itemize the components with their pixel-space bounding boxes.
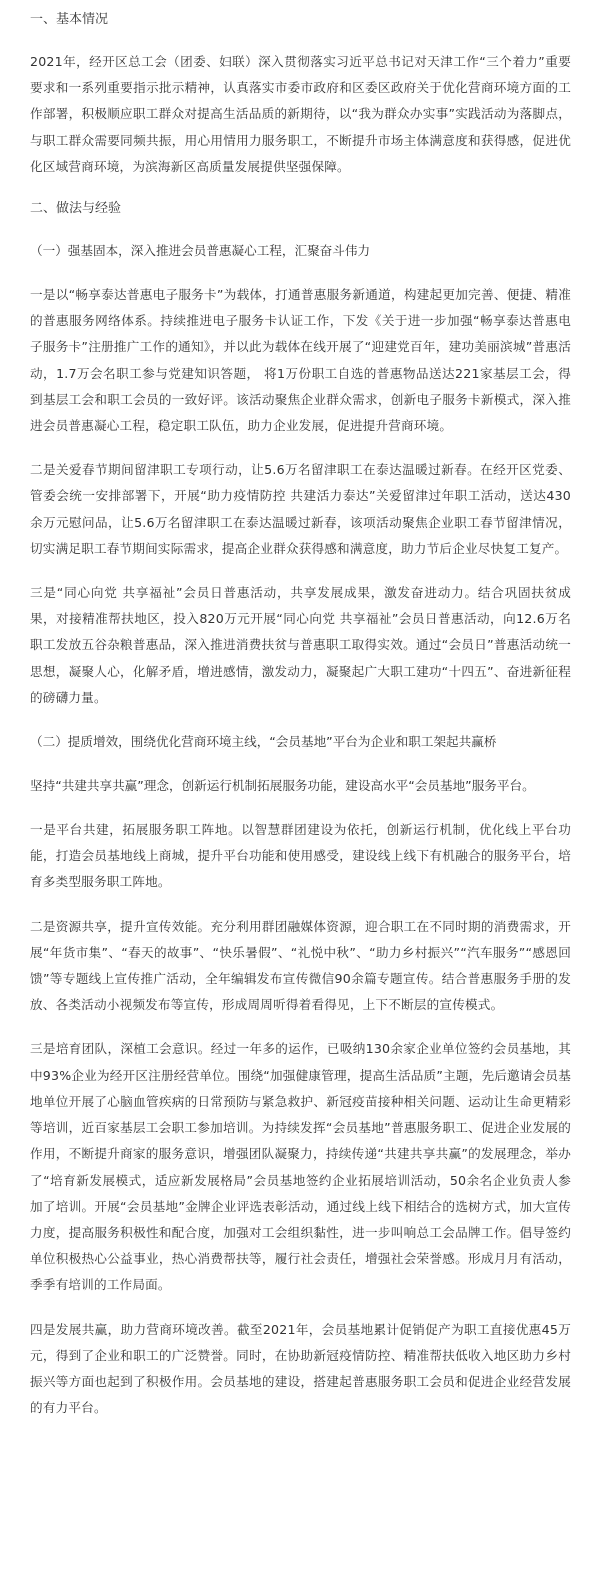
section-heading-practice-experience: 二、做法与经验 bbox=[30, 201, 122, 217]
subsection-heading-1: （一）强基固本，深入推进会员普惠凝心工程，汇聚奋斗伟力 bbox=[30, 243, 371, 259]
paragraph-member-day: 三是“同心向党 共享福祉”会员日普惠活动，共享发展成果，激发奋进动力。结合巩固扶贫成果，对接精准帮扶地区，投入820万元开展“同心向党 共享福祉”会员日普惠活动，向12.6万名职工发放五谷杂粮普惠品，深入推进消费扶贫与普惠职工取得实效。通过“会员日”普惠活动统一思想，凝聚人心，化解矛盾，增进感情，激发动力，凝聚起广大职工建功“十四五”、奋进新征程的磅礴力量。 bbox=[30, 585, 571, 705]
paragraph-e-card: 一是以“畅享泰达普惠电子服务卡”为载体，打通普惠服务新通道，构建起更加完善、便捷、精准的普惠服务网络体系。持续推进电子服务卡认证工作，下发《关于进一步加强“畅享泰达普惠电子服务卡”注册推广工作的通知》，并以此为载体在线开展了“迎建党百年，建功美丽滨城”普惠活动，1.7万会名职工参与党建知识答题， 将1万份职工自选的普惠物品送达221家基层工会，得到基层工会和职工会员的一致好评。该活动聚焦企业群众需求，创新电子服务卡新模式，深入推进会员普惠凝心工程，稳定职工队伍，助力企业发展，促进提升营商环境。 bbox=[30, 287, 571, 434]
paragraph-win-win-intro: 坚持“共建共享共赢”理念，创新运行机制拓展服务功能，建设高水平“会员基地”服务平台。 bbox=[30, 778, 535, 794]
paragraph-resources: 二是资源共享，提升宣传效能。充分利用群团融媒体资源，迎合职工在不同时期的消费需求，开展“年货市集”、“春天的故事”、“快乐暑假”、“礼悦中秋”、“助力乡村振兴”“汽车服务”“感恩回馈”等专题线上宣传推广活动，全年编辑发布宣传微信90余篇专题宣传。结合普惠服务手册的发放、各类活动小视频发布等宣传，形成周周听得着看得见，上下不断层的宣传模式。 bbox=[30, 918, 571, 1013]
section-heading-basic-situation: 一、基本情况 bbox=[30, 12, 109, 27]
paragraph-team: 三是培育团队，深植工会意识。经过一年多的运作，已吸纳130余家企业单位签约会员基地，其中93%企业为经开区注册经营单位。围绕“加强健康管理，提高生活品质”主题，先后邀请会员基地单位开展了心脑血管疾病的日常预防与紧急救护、新冠疫苗接种相关问题、运动让生命更精彩等培训，近百家基层工会职工参加培训。为持续发挥“会员基地”普惠服务职工、促进企业发展的作用，不断提升商家的服务意识，增强团队凝聚力，持续传递“共建共享共赢”的发展理念，举办了“培育新发展模式，适应新发展格局”会员基地签约企业拓展培训活动，50余名企业负责人参加了培训。开展“会员基地”金牌企业评选表彰活动，通过线上线下相结合的选树方式，加大宣传力度，提高服务积极性和配合度，加强对工会组织黏性，进一步叫响总工会品牌工作。倡导签约单位积极热心公益事业，热心消费帮扶等，履行社会责任，增强社会荣誉感。形成月月有活动，季季有培训的工作局面。 bbox=[30, 1041, 571, 1293]
paragraph-win-win: 四是发展共赢，助力营商环境改善。截至2021年，会员基地累计促销促产为职工直接优惠45万元，得到了企业和职工的广泛赞誉。同时，在协助新冠疫情防控、精准帮扶低收入地区助力乡村振兴等方面也起到了积极作用。会员基地的建设，搭建起普惠服务职工会员和促进企业经营发展的有力平台。 bbox=[30, 1321, 571, 1416]
subsection-heading-2: （二）提质增效，围绕优化营商环境主线，“会员基地”平台为企业和职工架起共赢桥 bbox=[30, 734, 497, 750]
paragraph-spring-festival: 二是关爱春节期间留津职工专项行动，让5.6万名留津职工在泰达温暖过新春。在经开区党委、管委会统一安排部署下，开展“助力疫情防控 共建活力泰达”关爱留津过年职工活动，送达430余万元慰问品，让5.6万名留津职工在泰达温暖过新春，该项活动聚焦企业职工春节留津情况，切实满足职工春节期间实际需求，提高企业群众获得感和满意度，助力节后企业尽快复工复产。 bbox=[30, 462, 571, 556]
paragraph-basic-situation: 2021年，经开区总工会（团委、妇联）深入贯彻落实习近平总书记对天津工作“三个着力”重要要求和一系列重要指示批示精神，认真落实市委市政府和区委区政府关于优化营商环境方面的工作部署，积极顺应职工群众对提高生活品质的新期待，以“我为群众办实事”实践活动为落脚点，与职工群众需要同频共振，用心用情用力服务职工，不断提升市场主体满意度和获得感，促进优化区域营商环境，为滨海新区高质量发展提供坚强保障。 bbox=[30, 54, 571, 174]
paragraph-platform: 一是平台共建，拓展服务职工阵地。以智慧群团建设为依托，创新运行机制，优化线上平台功能，打造会员基地线上商城，提升平台功能和使用感受，建设线上线下有机融合的服务平台，培育多类型服务职工阵地。 bbox=[30, 822, 571, 890]
